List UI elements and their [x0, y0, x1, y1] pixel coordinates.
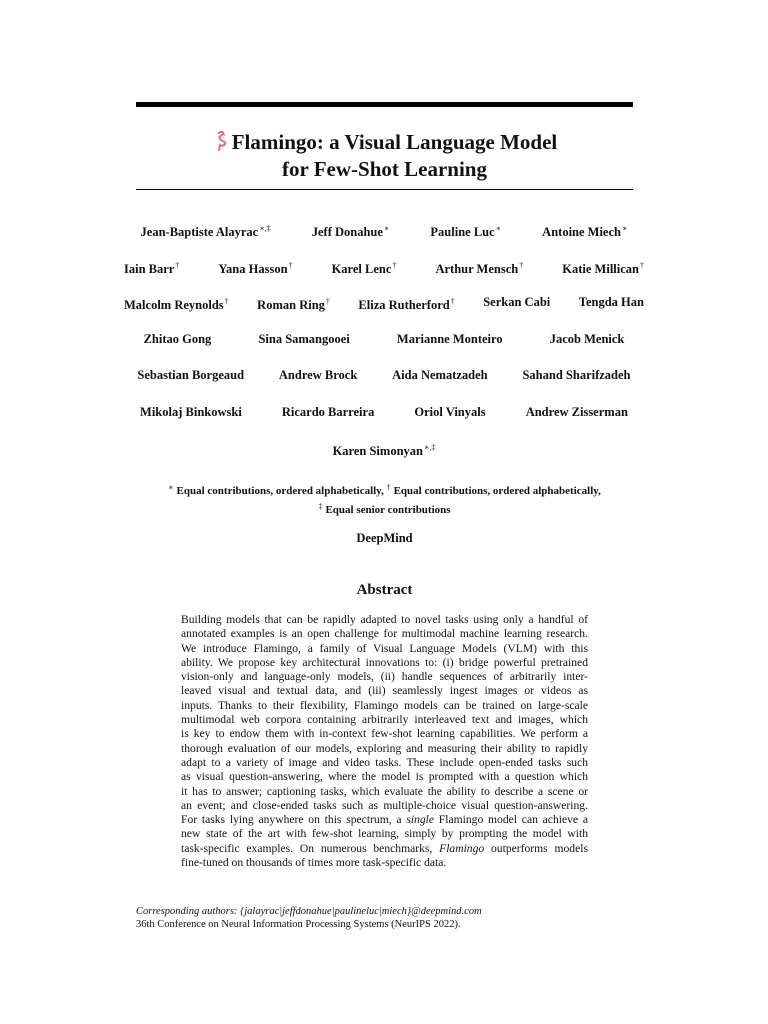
footnote-line-2: [136, 499, 633, 518]
title-text-1: Flamingo: a Visual Language Model: [231, 130, 558, 154]
author-name: Andrew Brock: [278, 368, 358, 382]
author-mark: ∗,‡: [259, 224, 271, 233]
footnote-mark: ‡: [318, 502, 323, 511]
author-row: [120, 294, 648, 331]
abstract-line: fine-tuned on thousands of times more task-specific data.: [181, 856, 447, 870]
author-name: Karel Lenc†: [331, 260, 397, 276]
author-row: [120, 367, 648, 404]
conference-note: 36th Conference on Neural Information Processing Systems (NeurIPS 2022).: [136, 919, 461, 930]
author-name: Arthur Mensch†: [435, 260, 524, 276]
author-name: Andrew Zisserman: [525, 404, 628, 419]
author-name: Oriol Vinyals: [414, 404, 486, 419]
flamingo-icon: [212, 131, 228, 151]
footnote-text: Equal contributions, ordered alphabetically,: [393, 485, 601, 497]
abstract-line: task-specific examples. On numerous benchmarks, Flamingo outperforms models: [181, 841, 588, 855]
author-name: Karen Simonyan∗,‡: [332, 443, 436, 458]
author-name: Tengda Han: [578, 295, 644, 309]
author-mark: †: [175, 260, 180, 270]
abstract-line: new state of the art with few-shot learning, simply by prompting the model with: [181, 827, 588, 841]
abstract-line: ability. We propose key architectural innovations to: (i) bridge powerful pretrained: [181, 655, 588, 669]
top-rule: [136, 102, 633, 107]
abstract-heading: Abstract: [356, 582, 413, 598]
author-mark: †: [450, 297, 455, 306]
abstract-line: leaved visual and textual data, and (iii) seamlessly ingest images or videos as: [181, 684, 588, 698]
abstract-line: is key to endow them with in-context few-shot learning capabilities. We perform a: [181, 727, 588, 741]
author-mark: †: [325, 297, 330, 306]
abstract-line: inputs. Thanks to their flexibility, Flamingo models can be trained on large-scale: [181, 698, 588, 712]
footnote-line-1: [136, 480, 633, 499]
author-mark: †: [519, 260, 524, 270]
author-name: Eliza Rutherford†: [358, 297, 455, 312]
author-row: [120, 331, 648, 368]
abstract-line: vision-only and language-only models, (ii) handle sequences of arbitrarily inter-: [181, 670, 588, 684]
author-name: Pauline Luc∗: [430, 224, 502, 239]
author-row: [120, 258, 648, 295]
author-name: Sina Samangooei: [258, 331, 350, 346]
corresponding-emails: {jalayrac|jeffdonahue|paulineluc|miech}@deepmind.com: [240, 906, 482, 917]
footnote-text: Equal contributions, ordered alphabetically,: [176, 485, 384, 497]
author-row: [120, 221, 648, 258]
abstract-body: [181, 613, 588, 870]
author-name: Mikolaj Binkowski: [140, 404, 242, 419]
footnote-mark: †: [386, 483, 391, 492]
author-name: Zhitao Gong: [143, 331, 212, 346]
corresponding-label: Corresponding authors:: [136, 906, 241, 917]
contribution-footnotes: [136, 480, 633, 518]
author-mark: †: [640, 260, 644, 270]
paper-title-line-1: [136, 129, 633, 155]
abstract-line: We introduce Flamingo, a family of Visual Language Models (VLM) with this: [181, 641, 588, 655]
author-name: Malcolm Reynolds†: [124, 297, 229, 312]
author-mark: †: [392, 260, 397, 270]
abstract-line: annotated examples is an open challenge for multimodal machine learning research.: [181, 627, 588, 641]
author-name: Sebastian Borgeaud: [137, 368, 245, 382]
author-mark: †: [224, 297, 229, 306]
author-mark: ∗: [621, 224, 628, 233]
paper-title-line-2: for Few-Shot Learning: [282, 157, 487, 181]
abstract-line: an event; and close-ended tasks such as multiple-choice visual question-answering.: [181, 798, 588, 812]
author-name: Serkan Cabi: [483, 295, 551, 309]
author-mark: †: [288, 260, 293, 270]
abstract-line: thorough evaluation of our models, exploring and measuring their ability to rapidly: [181, 741, 588, 755]
abstract-line: multimodal web corpora containing arbitrarily interleaved text and images, which: [181, 713, 588, 727]
author-name: Iain Barr†: [124, 260, 180, 276]
corresponding-authors: [136, 905, 482, 918]
author-mark: ∗: [383, 224, 390, 233]
author-name: Sahand Sharifzadeh: [522, 368, 631, 382]
author-name: Aida Nematzadeh: [392, 368, 488, 382]
author-list: [120, 221, 648, 477]
author-name: Jacob Menick: [549, 331, 625, 346]
author-name: Antoine Miech∗: [542, 224, 628, 239]
author-name: Jean-Baptiste Alayrac∗,‡: [140, 224, 271, 239]
author-name: Jeff Donahue∗: [311, 224, 390, 239]
abstract-line: adapt to a variety of image and video tasks. These include open-ended tasks such: [181, 755, 588, 769]
author-name: Ricardo Barreira: [281, 404, 375, 419]
footnote-text: Equal senior contributions: [325, 504, 451, 516]
affiliation: DeepMind: [356, 531, 413, 545]
abstract-line: it has to answer; captioning tasks, which evaluate the ability to describe a scene or: [181, 784, 588, 798]
author-name: Marianne Monteiro: [396, 331, 503, 346]
title-rule: [136, 189, 633, 190]
author-mark: ∗: [495, 224, 502, 233]
author-name: Katie Millican†: [562, 260, 644, 276]
author-name: Yana Hasson†: [218, 260, 293, 276]
abstract-line: as visual question-answering, where the model is prompted with a question which: [181, 770, 588, 784]
abstract-line: For tasks lying anywhere on this spectrum, a single Flamingo model can achieve a: [181, 813, 588, 827]
author-mark: ∗,‡: [423, 443, 436, 452]
footnote-mark: ∗: [168, 483, 174, 492]
author-name: Roman Ring†: [257, 297, 330, 312]
abstract-line: Building models that can be rapidly adapted to novel tasks using only a handful of: [181, 613, 588, 626]
author-row: [120, 440, 648, 477]
author-row: [120, 404, 648, 441]
